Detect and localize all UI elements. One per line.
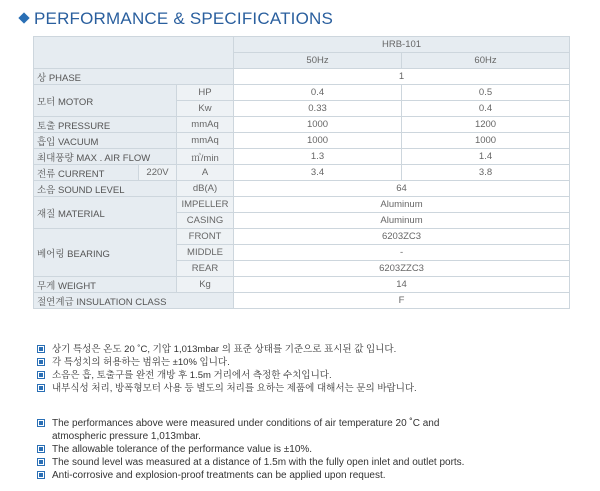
insulation-value: F xyxy=(234,293,570,309)
current-unit: A xyxy=(177,165,234,181)
square-bullet-icon xyxy=(37,471,45,479)
table-row xyxy=(34,181,570,197)
section-title xyxy=(20,9,333,29)
table-row xyxy=(34,197,570,213)
table-row xyxy=(34,37,570,53)
casing-value: Aluminum xyxy=(234,213,570,229)
square-bullet-icon xyxy=(37,371,45,379)
insulation-label: 절연계급 INSULATION CLASS xyxy=(34,293,234,309)
model-header: HRB-101 xyxy=(234,37,570,53)
motor-kw-unit: Kw xyxy=(177,101,234,117)
motor-label: 모터 MOTOR xyxy=(34,85,177,117)
bearing-middle-value: - xyxy=(234,245,570,261)
sound-value: 64 xyxy=(234,181,570,197)
current-60: 3.8 xyxy=(402,165,570,181)
airflow-60: 1.4 xyxy=(402,149,570,165)
motor-hp-50: 0.4 xyxy=(234,85,402,101)
weight-label: 무게 WEIGHT xyxy=(34,277,177,293)
impeller-value: Aluminum xyxy=(234,197,570,213)
vacuum-label: 흡입 VACUUM xyxy=(34,133,177,149)
sound-unit: dB(A) xyxy=(177,181,234,197)
notes-korean xyxy=(37,343,417,395)
motor-kw-50: 0.33 xyxy=(234,101,402,117)
table-row xyxy=(34,85,570,101)
material-label: 재질 MATERIAL xyxy=(34,197,177,229)
vacuum-unit: mmAq xyxy=(177,133,234,149)
table-row xyxy=(34,69,570,85)
list-item: The performances above were measured under conditions of air temperature 20 ˚C and xyxy=(37,417,464,430)
vacuum-50: 1000 xyxy=(234,133,402,149)
pressure-50: 1000 xyxy=(234,117,402,133)
casing-label: CASING xyxy=(177,213,234,229)
table-row xyxy=(34,293,570,309)
bearing-front-label: FRONT xyxy=(177,229,234,245)
square-bullet-icon xyxy=(37,445,45,453)
table-row xyxy=(34,117,570,133)
phase-value: 1 xyxy=(234,69,570,85)
table-row xyxy=(34,149,570,165)
bearing-rear-label: REAR xyxy=(177,261,234,277)
header-blank-cell xyxy=(34,37,234,69)
table-row xyxy=(34,277,570,293)
list-item-continuation: atmospheric pressure 1,013mbar. xyxy=(52,431,201,442)
freq-50-header: 50Hz xyxy=(234,53,402,69)
vacuum-60: 1000 xyxy=(402,133,570,149)
square-bullet-icon xyxy=(37,458,45,466)
motor-hp-unit: HP xyxy=(177,85,234,101)
spec-table xyxy=(33,36,570,309)
square-bullet-icon xyxy=(37,419,45,427)
list-item: 상기 특성은 온도 20 ˚C, 기압 1,013mbar 의 표준 상태를 기준으로 표시된 값 입니다. xyxy=(37,343,417,356)
impeller-label: IMPELLER xyxy=(177,197,234,213)
bearing-middle-label: MIDDLE xyxy=(177,245,234,261)
table-row xyxy=(34,165,570,181)
airflow-50: 1.3 xyxy=(234,149,402,165)
weight-unit: Kg xyxy=(177,277,234,293)
table-row xyxy=(34,133,570,149)
motor-hp-60: 0.5 xyxy=(402,85,570,101)
section-title-text: PERFORMANCE & SPECIFICATIONS xyxy=(34,9,334,28)
list-item: 소음은 흡, 토출구를 완전 개방 후 1.5m 거리에서 측정한 수치입니다. xyxy=(37,369,417,382)
weight-value: 14 xyxy=(234,277,570,293)
pressure-label: 토출 PRESSURE xyxy=(34,117,177,133)
square-bullet-icon xyxy=(37,358,45,366)
square-bullet-icon xyxy=(37,345,45,353)
pressure-unit: mmAq xyxy=(177,117,234,133)
table-row xyxy=(34,229,570,245)
freq-60-header: 60Hz xyxy=(402,53,570,69)
current-50: 3.4 xyxy=(234,165,402,181)
bearing-label: 베어링 BEARING xyxy=(34,229,177,277)
notes-english xyxy=(37,417,464,482)
current-label: 전류 CURRENT xyxy=(34,165,139,181)
list-item: The sound level was measured at a distance of 1.5m with the fully open inlet and outlet ports. xyxy=(37,456,464,469)
pressure-60: 1200 xyxy=(402,117,570,133)
list-item: Anti-corrosive and explosion-proof treatments can be applied upon request. xyxy=(37,469,464,482)
list-item: 각 특성치의 허용하는 범위는 ±10% 입니다. xyxy=(37,356,417,369)
airflow-unit: ㎥/min xyxy=(177,149,234,165)
motor-kw-60: 0.4 xyxy=(402,101,570,117)
bearing-rear-value: 6203ZZC3 xyxy=(234,261,570,277)
square-bullet-icon xyxy=(37,384,45,392)
airflow-label: 최대풍량 MAX . AIR FLOW xyxy=(34,149,177,165)
phase-label: 상 PHASE xyxy=(34,69,234,85)
bearing-front-value: 6203ZC3 xyxy=(234,229,570,245)
diamond-bullet-icon xyxy=(18,12,29,23)
sound-label: 소음 SOUND LEVEL xyxy=(34,181,177,197)
current-voltage: 220V xyxy=(139,165,177,181)
list-item: The allowable tolerance of the performance value is ±10%. xyxy=(37,443,464,456)
list-item: 내부식성 처리, 방폭형모터 사용 등 별도의 처리를 요하는 제품에 대해서는 문의 바랍니다. xyxy=(37,382,417,395)
